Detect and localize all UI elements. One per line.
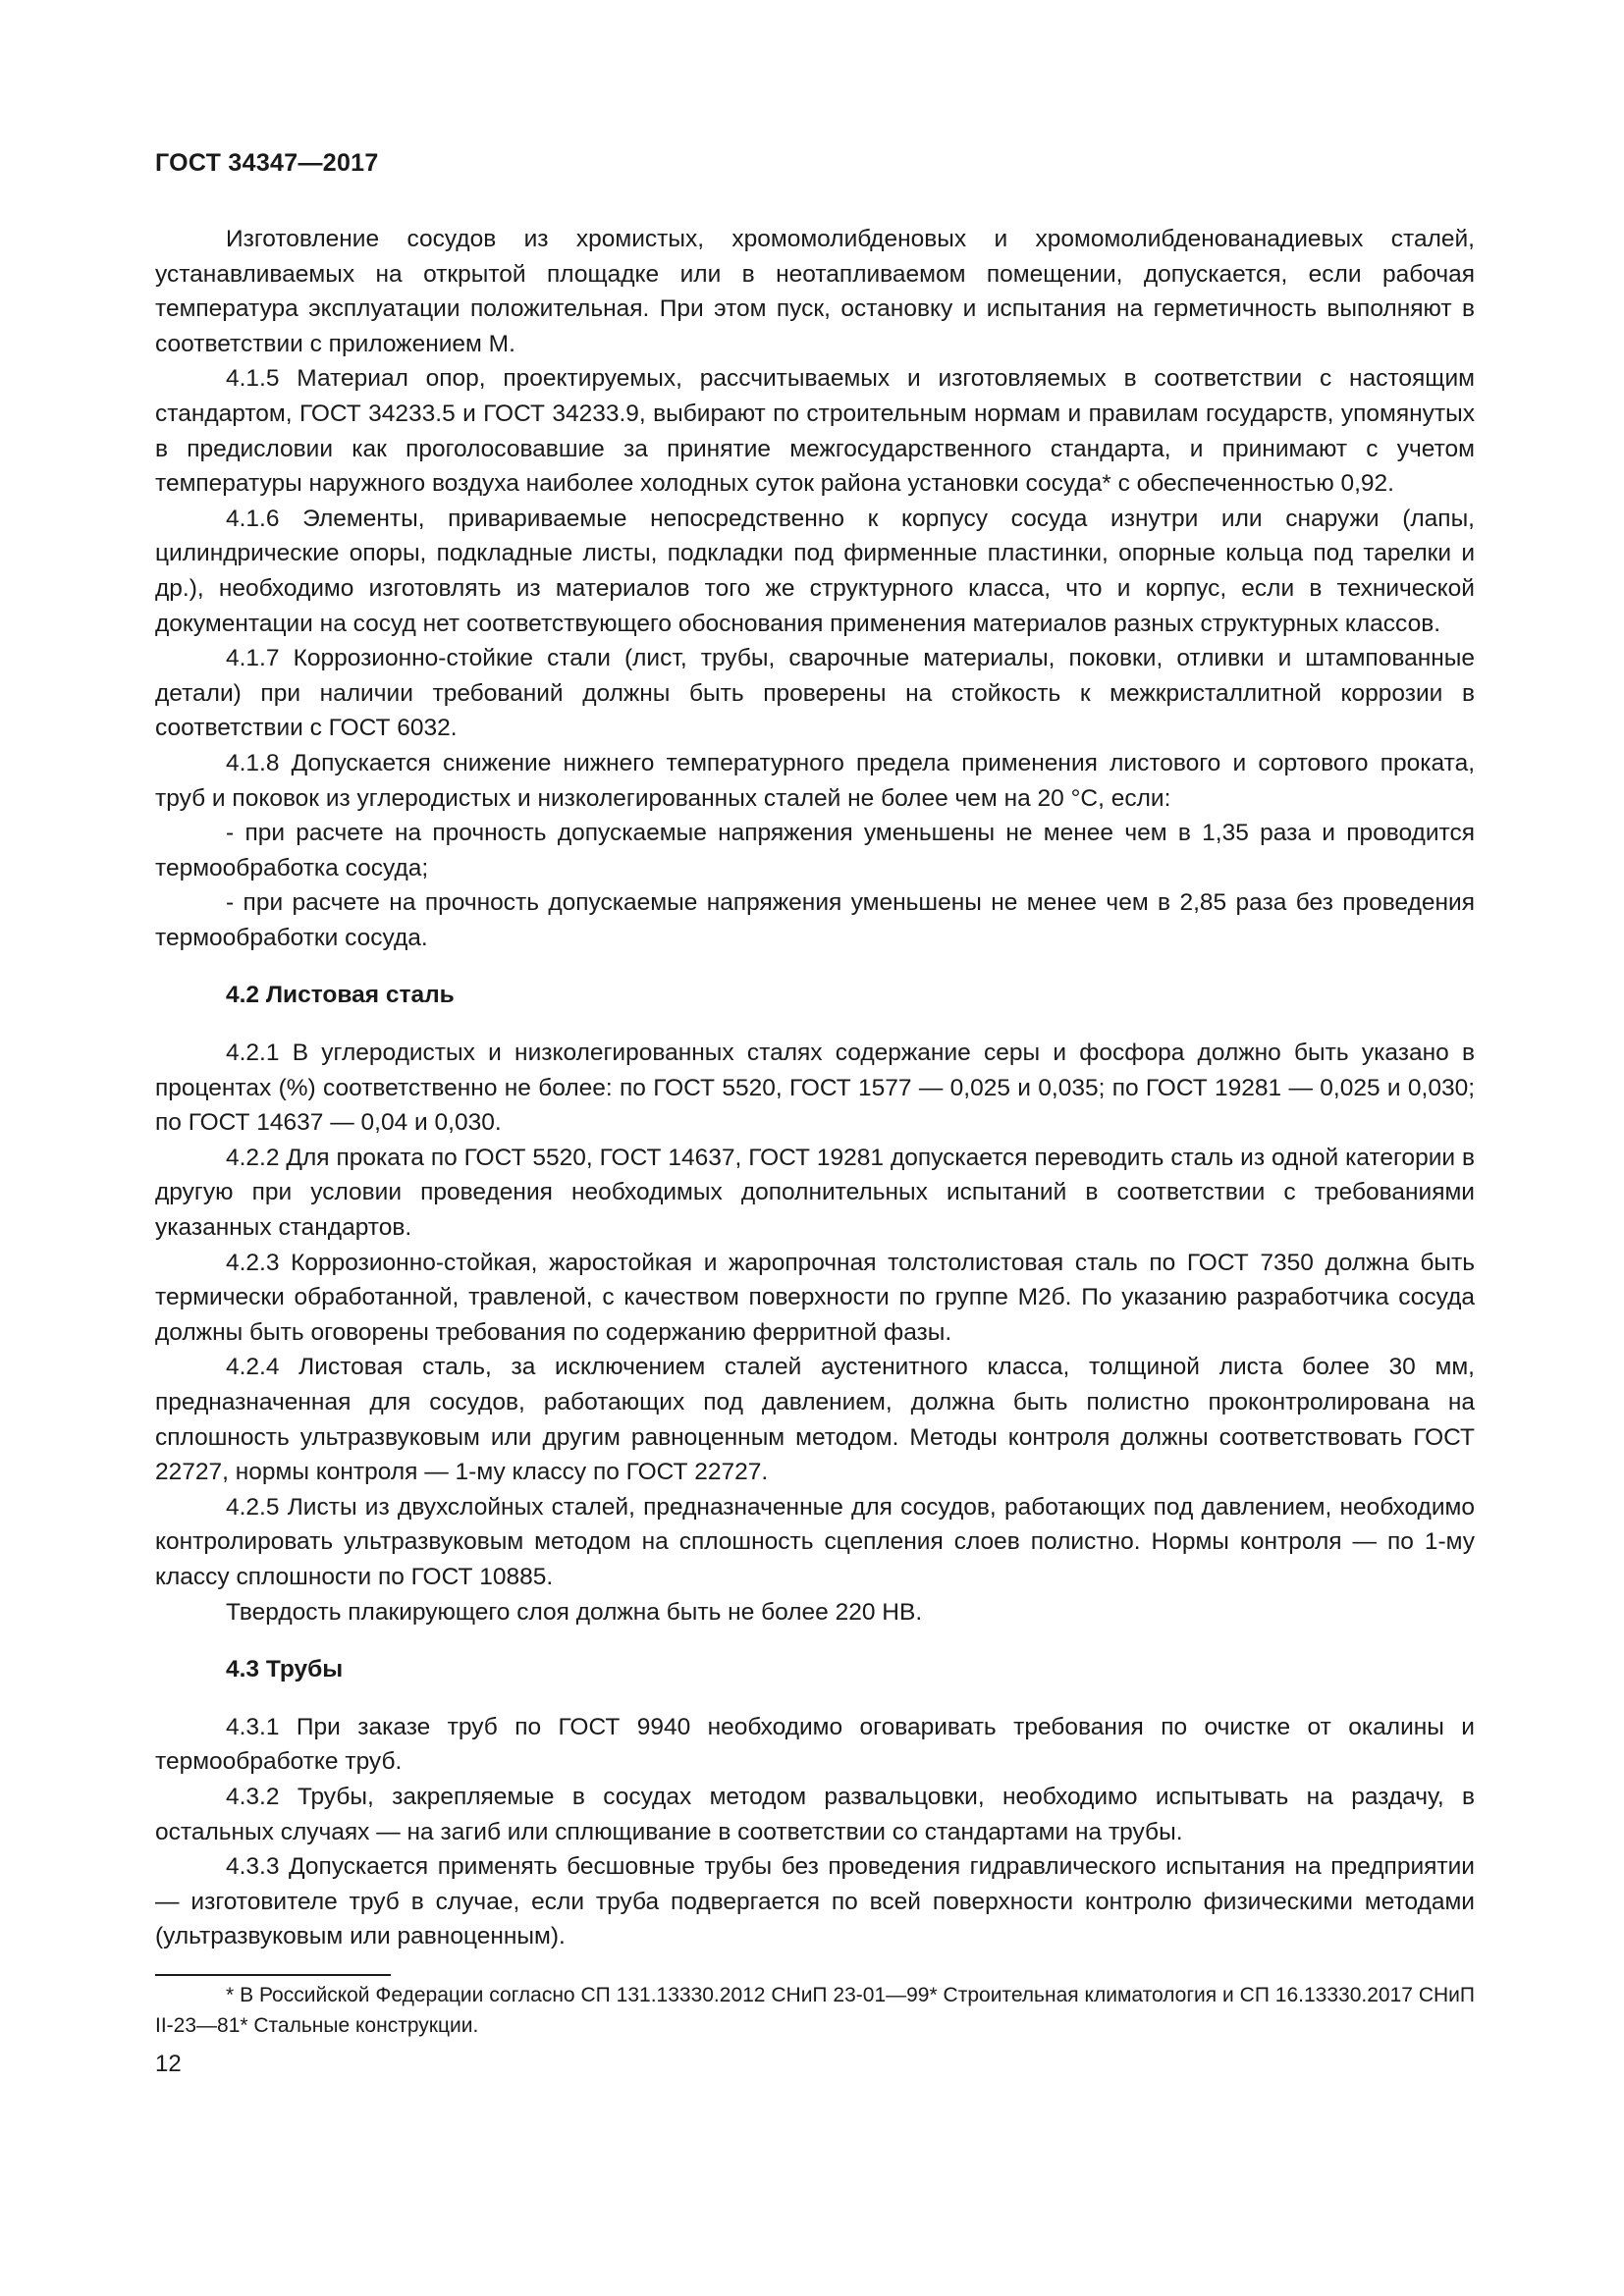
paragraph-4-1-6: 4.1.6 Элементы, привариваемые непосредственно к корпусу сосуда изнутри или снаружи (лапы, цилиндрические опоры, подкладные листы, подкладки под фирменные пластинки, опорные кольца под тарелки и др.), необходимо изготовлять из материалов того же структурного класса, что и корпус, если в технической документации на сосуд нет соответствующего обоснования применения материалов разных структурных классов. [155, 505, 1475, 637]
body-text [155, 222, 1475, 1954]
paragraph-4-2-1: 4.2.1 В углеродистых и низколегированных сталях содержание серы и фосфора должно быть указано в процентах (%) соответственно не более: по ГОСТ 5520, ГОСТ 1577 — 0,025 и 0,035; по ГОСТ 19281 — 0,025 и 0,030; по ГОСТ 14637 — 0,04 и 0,030. [155, 1040, 1475, 1137]
paragraph-4-2-3: 4.2.3 Коррозионно-стойкая, жаростойкая и жаропрочная толстолистовая сталь по ГОСТ 7350 должна быть термически обработанной, травленой, с качеством поверхности по группе М2б. По указанию разработчика сосуда должны быть оговорены требования по содержанию ферритной фазы. [155, 1249, 1475, 1346]
paragraph-4-3-1: 4.3.1 При заказе труб по ГОСТ 9940 необходимо оговаривать требования по очистке от окалины и термообработке труб. [155, 1713, 1475, 1776]
paragraph-4-1-5: 4.1.5 Материал опор, проектируемых, рассчитываемых и изготовляемых в соответствии с настоящим стандартом, ГОСТ 34233.5 и ГОСТ 34233.9, выбирают по строительным нормам и правилам государств, упомянутых в предисловии как проголосовавшие за принятие межгосударственного стандарта, и принимают с учетом температуры наружного воздуха наиболее холодных суток района установки сосуда* с обеспеченностью 0,92. [155, 365, 1475, 498]
list-item-4-1-8-b: - при расчете на прочность допускаемые напряжения уменьшены не менее чем в 2,85 раза без проведения термообработки сосуда. [155, 889, 1475, 951]
footnote-divider [155, 1974, 391, 1976]
paragraph-4-2-5: 4.2.5 Листы из двухслойных сталей, предназначенные для сосудов, работающих под давлением, необходимо контролировать ультразвуковым методом на сплошность сцепления слоев полистно. Нормы контроля — по 1-му классу сплошности по ГОСТ 10885. [155, 1493, 1475, 1590]
section-heading-4-3: 4.3 Трубы [226, 1656, 344, 1683]
paragraph-4-1-8: 4.1.8 Допускается снижение нижнего температурного предела применения листового и сортового проката, труб и поковок из углеродистых и низколегированных сталей не более чем на 20 °С, если: [155, 749, 1475, 812]
paragraph-hardness: Твердость плакирующего слоя должна быть не более 220 НВ. [226, 1598, 923, 1626]
paragraph-intro: Изготовление сосудов из хромистых, хромомолибденовых и хромомолибденованадиевых сталей, устанавливаемых на открытой площадке или в неотапливаемом помещении, допускается, если рабочая температура эксплуатации положительная. При этом пуск, остановку и испытания на герметичность выполняют в соответствии с приложением М. [155, 226, 1475, 357]
list-item-4-1-8-a: - при расчете на прочность допускаемые напряжения уменьшены не менее чем в 1,35 раза и проводится термообработка сосуда; [155, 820, 1475, 881]
paragraph-4-2-4: 4.2.4 Листовая сталь, за исключением сталей аустенитного класса, толщиной листа более 30 мм, предназначенная для сосудов, работающих под давлением, должна быть полистно проконтролирована на сплошность ультразвуковым или другим равноценным методом. Методы контроля должны соответствовать ГОСТ 22727, нормы контроля — 1-му классу по ГОСТ 22727. [155, 1354, 1475, 1486]
page-number: 12 [155, 2051, 182, 2077]
paragraph-4-3-3: 4.3.3 Допускается применять бесшовные трубы без проведения гидравлического испытания на предприятии — изготовителе труб в случае, если труба подвергается по всей поверхности контролю физическими методами (ультразвуковым или равноценным). [155, 1853, 1475, 1950]
paragraph-4-2-2: 4.2.2 Для проката по ГОСТ 5520, ГОСТ 14637, ГОСТ 19281 допускается переводить сталь из одной категории в другую при условии проведения необходимых дополнительных испытаний в соответствии с требованиями указанных стандартов. [155, 1144, 1475, 1242]
document-header-id: ГОСТ 34347—2017 [155, 149, 379, 177]
paragraph-4-1-7: 4.1.7 Коррозионно-стойкие стали (лист, трубы, сварочные материалы, поковки, отливки и штампованные детали) при наличии требований должны быть проверены на стойкость к межкристаллитной коррозии в соответствии с ГОСТ 6032. [155, 645, 1475, 742]
footnote: * В Российской Федерации согласно СП 131.13330.2012 СНиП 23-01—99* Строительная климатология и СП 16.13330.2017 СНиП II-23—81* Стальные конструкции. [155, 1984, 1475, 2037]
paragraph-4-3-2: 4.3.2 Трубы, закрепляемые в сосудах методом развальцовки, необходимо испытывать на раздачу, в остальных случаях — на загиб или сплющивание в соответствии со стандартами на трубы. [155, 1783, 1475, 1845]
section-heading-4-2: 4.2 Листовая сталь [226, 982, 455, 1009]
